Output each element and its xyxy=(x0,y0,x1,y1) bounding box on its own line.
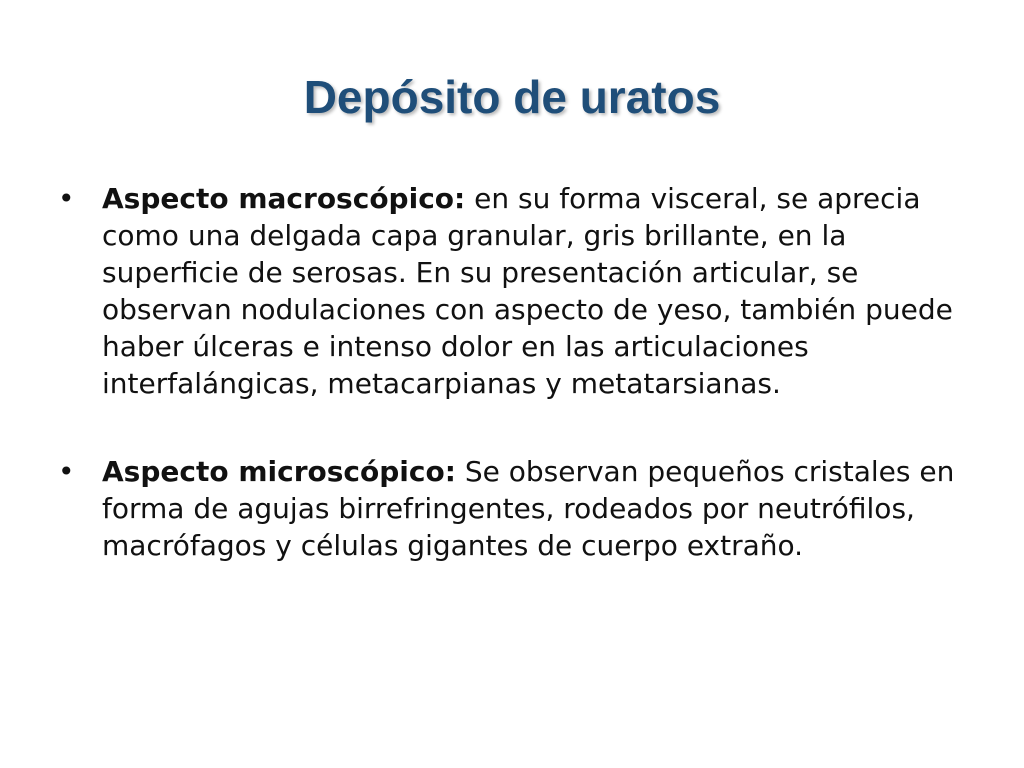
bullet-item-microscopic xyxy=(58,453,978,564)
bullet-text-macroscopic: en su forma visceral, se aprecia como una delgada capa granular, gris brillante, en la superficie de serosas. En su presentación articular, se observan nodulaciones con aspecto de yeso, también puede haber úlceras e intenso dolor en las articulaciones interfalángicas, metacarpianas y metatarsianas. xyxy=(102,182,953,400)
bullet-text-microscopic: Se observan pequeños cristales en forma de agujas birrefringentes, rodeados por neutrófilos, macrófagos y células gigantes de cuerpo extraño. xyxy=(102,455,955,562)
bullet-lead-microscopic: Aspecto microscópico: xyxy=(102,455,456,488)
slide-title: Depósito de uratos xyxy=(303,71,721,123)
bullet-item-macroscopic xyxy=(58,180,978,402)
bullet-icon: • xyxy=(58,455,75,488)
bullet-icon: • xyxy=(58,182,75,215)
bullet-lead-macroscopic: Aspecto macroscópico: xyxy=(102,182,466,215)
bullet-list xyxy=(58,180,978,564)
